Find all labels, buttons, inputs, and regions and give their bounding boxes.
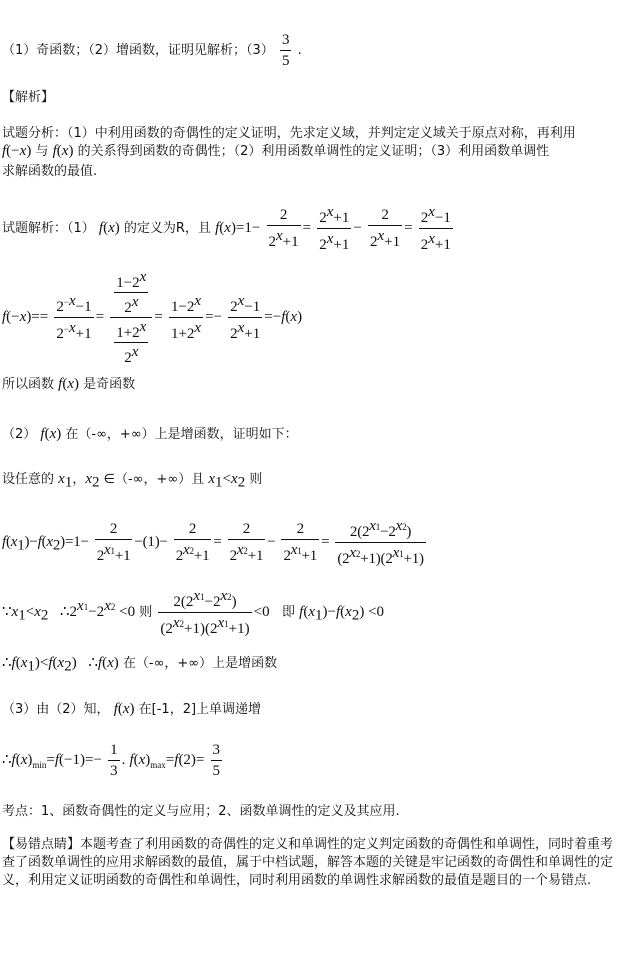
analysis-line-1: 试题分析：（1）中利用函数的奇偶性的定义证明，先求定义域，并判定定义域关于原点对称，再利用 [2, 126, 576, 141]
section-heading: 【解析】 [2, 90, 55, 105]
part2-let: 设任意的 $x_1$，$x_2$ ∈（-∞，+∞）且 $x_1<x_2$ 则 [2, 471, 263, 491]
odd-conclusion: 所以函数 f(x) 是奇函数 [2, 376, 136, 392]
error-note-text: 本题考查了利用函数的奇偶性的定义和单调性的定义判定函数的奇偶性和单调性，同时着重考查了函数单调性的应用求解函数的最值，属于中档试题，解答本题的关键是牢记函数的奇偶性和单调性的定义，利用定义证明函数的奇偶性和单调性，同时利用函数的单调性求解函数的最值是题目的一个易错点. [2, 837, 614, 888]
f-neg-x: f [2, 143, 7, 159]
kaodian-line: 考点：1、函数奇偶性的定义与应用；2、函数单调性的定义及其应用. [2, 804, 400, 819]
error-note [0, 836, 624, 890]
solution-line-1: 试题解析：（1） f(x) 的定义为R，且 f(x)=1− $\frac{2}{2^x+1}$ = $\frac{2^x+1}{2^x+1}$ − $\frac{2}{2^x+1}$ = $\frac{2^x-1}{2^x+1}$ [2, 204, 451, 253]
analysis-line-2: f(−x) 与 f(x) 的关系得到函数的奇偶性；（2）利用函数单调性的定义证明；（3）利用函数单调性 [2, 143, 550, 159]
part3-extrema: $\therefore f(x)_{min}=f(-1)=-$ $\frac{1}{3}$ . $f(x)_{max}=f(2)=$ $\frac{3}{5}$ [2, 742, 221, 779]
part2-sign: $\because x_1<x_2$ $\therefore 2^{x1}-2^{x2} <0$ 则 $\frac{2(2^{x1}-2^{x2})}{(2^{x2}+1)(2^{x1}+1)}$ <0 即 $f(x_1)-f(x_2) <0$ [2, 588, 385, 637]
f-x: f [52, 143, 57, 159]
answer-line [0, 30, 624, 71]
part2-conclusion: $\therefore f(x_1)<f(x_2)$ ∴f(x) 在（-∞，+∞）上是增函数 [2, 655, 278, 675]
error-note-label: 【易错点睛】 [2, 837, 81, 852]
answer-text: （1）奇函数；（2）增函数，证明见解析；（3） [2, 43, 274, 58]
part3-intro: （3）由（2）知， f(x) 在[-1，2]上单调递增 [2, 701, 262, 717]
part2-diff: $f(x_1)-f(x_2)=1-$ $\frac{2}{2^{x1}+1}$ −(1)− $\frac{2}{2^{x2}+1}$ = $\frac{2}{2^{x2}+1}$ − $\frac{2}{2^{x1}+1}$ = $\frac{2(2^{x1}-2^{x2})}{(2^{x2}+1)(2^{x1}+1)}$ [2, 518, 424, 567]
answer-end: . [297, 43, 302, 58]
answer-fraction: $\frac{3}{5}$ [281, 32, 290, 69]
part2-intro: （2） f(x) 在（-∞，+∞）上是增函数，证明如下： [2, 426, 298, 442]
solution-line-2: f(−x)== $\frac{2^{-x}-1}{2^{-x}+1}$ = $\frac{\frac{1-2^x}{2^x}}{\frac{1+2^x}{2^x}}$ = $\frac{1-2^x}{1+2^x}$ =− $\frac{2^x-1}{2^x+1}$ =−f(x) [2, 269, 303, 366]
analysis-line-3: 求解函数的最值. [2, 164, 98, 179]
